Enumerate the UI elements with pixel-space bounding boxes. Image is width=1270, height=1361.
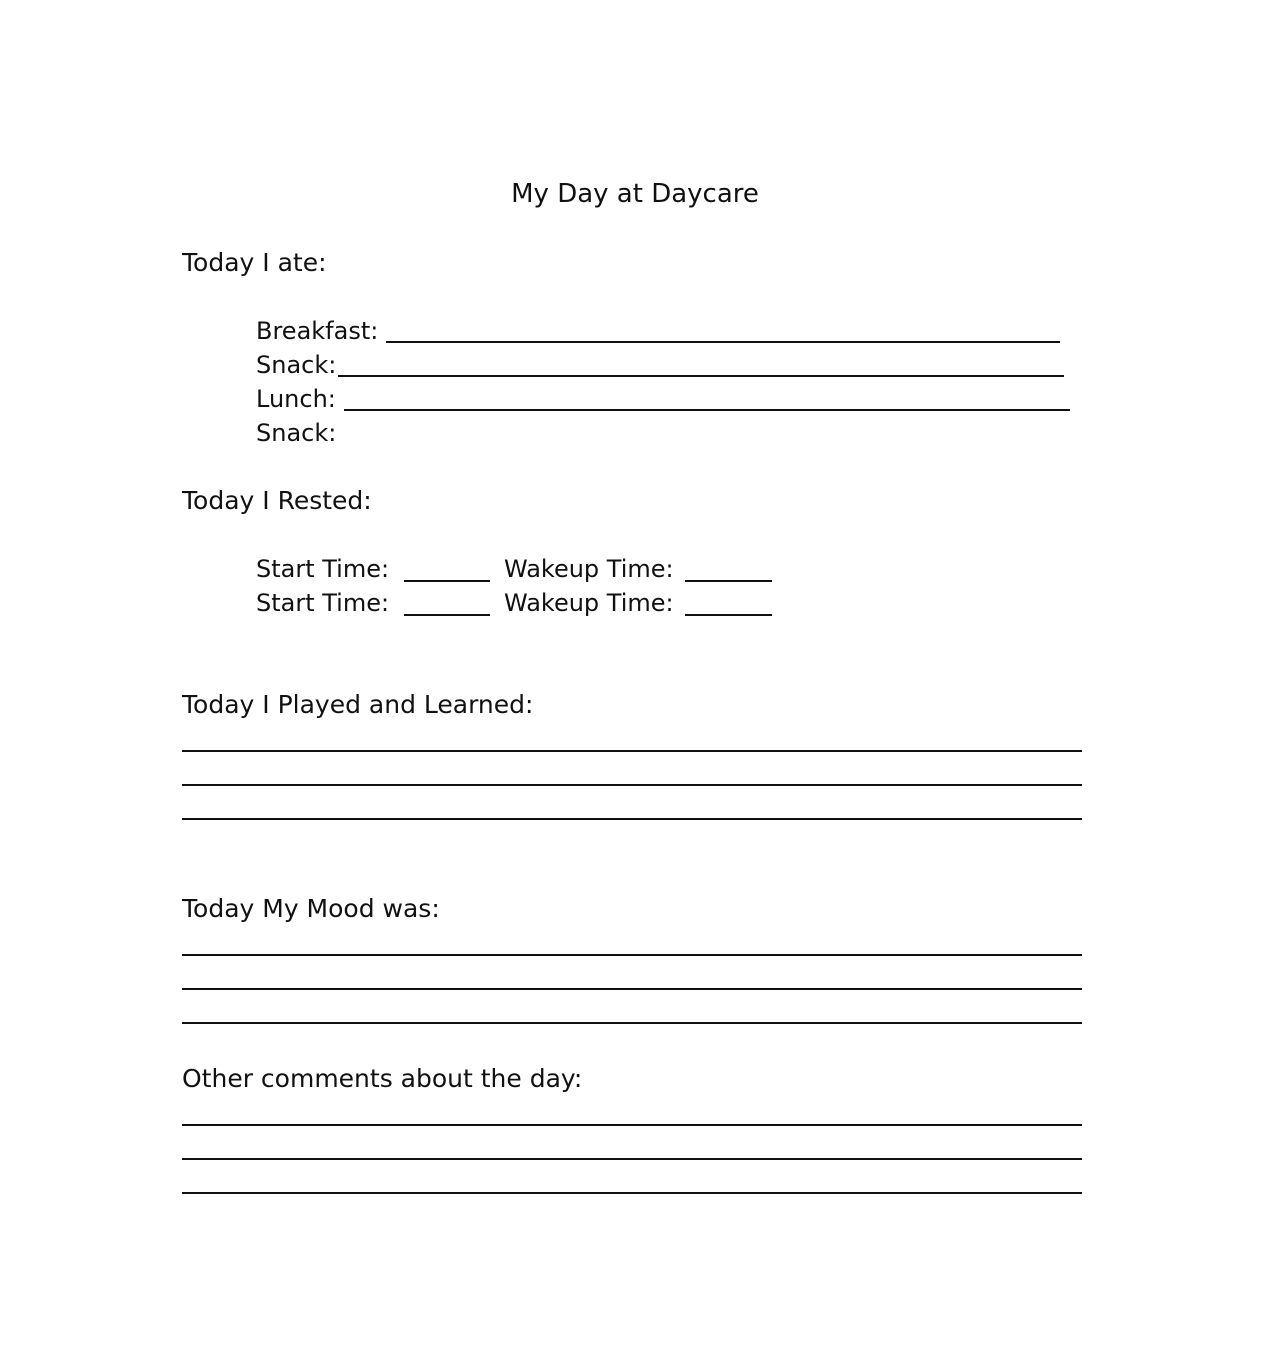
played-line-1[interactable]	[182, 750, 1082, 752]
snack-line-1[interactable]	[338, 375, 1064, 377]
mood-line-3[interactable]	[182, 1022, 1082, 1024]
section-heading-rested: Today I Rested:	[182, 486, 372, 515]
comments-line-3[interactable]	[182, 1192, 1082, 1194]
comments-line-2[interactable]	[182, 1158, 1082, 1160]
page-title: My Day at Daycare	[511, 179, 759, 209]
start-time-line-2[interactable]	[404, 614, 490, 616]
wakeup-time-label-2: Wakeup Time:	[504, 589, 674, 617]
wakeup-time-label-1: Wakeup Time:	[504, 555, 674, 583]
start-time-label-1: Start Time:	[256, 555, 390, 583]
start-time-line-1[interactable]	[404, 580, 490, 582]
played-line-2[interactable]	[182, 784, 1082, 786]
wakeup-time-line-2[interactable]	[685, 614, 772, 616]
meal-label-breakfast: Breakfast:	[256, 317, 379, 345]
lunch-line[interactable]	[344, 409, 1070, 411]
mood-line-2[interactable]	[182, 988, 1082, 990]
meal-label-snack-2: Snack:	[256, 419, 337, 447]
breakfast-line[interactable]	[386, 341, 1060, 343]
comments-line-1[interactable]	[182, 1124, 1082, 1126]
wakeup-time-line-1[interactable]	[685, 580, 772, 582]
section-heading-ate: Today I ate:	[182, 248, 327, 277]
section-heading-played: Today I Played and Learned:	[182, 690, 534, 719]
section-heading-mood: Today My Mood was:	[182, 894, 440, 923]
start-time-label-2: Start Time:	[256, 589, 390, 617]
meal-label-snack-1: Snack:	[256, 351, 337, 379]
mood-line-1[interactable]	[182, 954, 1082, 956]
meal-label-lunch: Lunch:	[256, 385, 336, 413]
section-heading-comments: Other comments about the day:	[182, 1064, 583, 1093]
played-line-3[interactable]	[182, 818, 1082, 820]
